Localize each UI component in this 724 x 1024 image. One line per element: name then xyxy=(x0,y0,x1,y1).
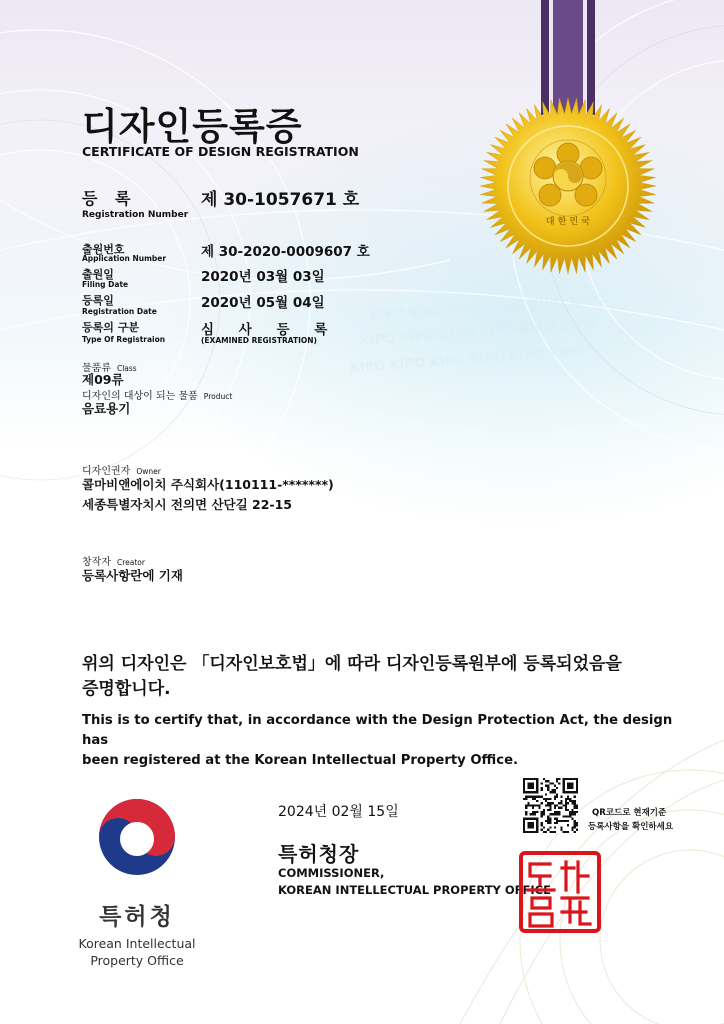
kipo-name-en xyxy=(66,935,208,969)
gold-medal-emblem xyxy=(478,96,658,276)
certificate-subtitle: CERTIFICATE OF DESIGN REGISTRATION xyxy=(82,144,359,159)
owner-address: 세종특별자치시 전의면 산단길 22-15 xyxy=(82,497,293,512)
creator-value: 등록사항란에 기재 xyxy=(82,568,183,583)
registration-label-en: Registration Number xyxy=(82,210,189,220)
registration-date: 2020년 05월 04일 xyxy=(201,295,325,311)
class-value: 제09류 xyxy=(82,372,124,387)
statement-en-line-2: been registered at the Korean Intellectual Property Office. xyxy=(82,753,519,768)
issue-date: 2024년 02월 15일 xyxy=(278,804,399,820)
qr-code[interactable] xyxy=(523,778,578,833)
svg-text:KIPO KIPO KIPO KIPO KIPO KIPO: KIPO KIPO KIPO KIPO KIPO KIPO xyxy=(349,344,586,376)
qr-note-1: QR코드로 현재기준 xyxy=(592,808,667,818)
seal-text xyxy=(558,928,563,931)
registration-number: 제 30-1057671 호 xyxy=(201,190,360,210)
kipo-name-en-line-2: Property Office xyxy=(90,953,184,968)
owner-label: 디자인권자 xyxy=(82,466,131,477)
registration-type-en: (EXAMINED REGISTRATION) xyxy=(201,336,317,345)
creator-label: 창작자 xyxy=(82,557,111,568)
medal-text: 대 한 민 국 xyxy=(545,217,591,227)
application-number-label-en: Application Number xyxy=(82,254,167,263)
commissioner-title-en-1: COMMISSIONER, xyxy=(278,866,385,880)
commissioner-title-en-2: KOREAN INTELLECTUAL PROPERTY OFFICE xyxy=(278,883,551,897)
qr-note-2: 등록사항을 확인하세요 xyxy=(588,822,674,832)
owner-name: 콜마비앤에이치 주식회사(110111-*******) xyxy=(82,477,334,492)
class-label: 물품류 xyxy=(82,363,111,374)
registration-date-label: 등록일 xyxy=(82,294,114,307)
certificate-title: 디자인등록증 xyxy=(82,105,303,148)
kipo-name-ko: 특허청 xyxy=(99,904,175,930)
filing-date-label: 출원일 xyxy=(82,268,114,281)
product-label: 디자인의 대상이 되는 물품 xyxy=(82,391,198,402)
owner-label-en: Owner xyxy=(136,467,161,476)
filing-date-label-en: Filing Date xyxy=(82,280,129,289)
registration-label: 등 록 xyxy=(82,189,137,208)
registration-type-label: 등록의 구분 xyxy=(82,321,139,334)
kipo-name-en-line-1: Korean Intellectual xyxy=(78,936,196,951)
certification-statement-en xyxy=(82,711,682,771)
creator-label-en: Creator xyxy=(116,558,145,567)
certification-statement-ko xyxy=(82,652,682,702)
application-number: 제 30-2020-0009607 호 xyxy=(201,244,370,260)
filing-date: 2020년 03월 03일 xyxy=(201,269,325,285)
svg-text:KIPO KIPO KIPO KIPO KIPO KIPO: KIPO KIPO KIPO KIPO KIPO KIPO xyxy=(369,292,606,324)
statement-en-line-1: This is to certify that, in accordance with the Design Protection Act, the design has xyxy=(82,713,673,748)
statement-ko-line-1: 위의 디자인은 「디자인보호법」에 따라 디자인등록원부에 등록되었음을 xyxy=(82,654,622,674)
official-seal-stamp xyxy=(518,850,602,934)
registration-type-label-en: Type Of Registraion xyxy=(82,335,166,344)
kipo-taegeuk-logo xyxy=(97,797,177,877)
product-label-en: Product xyxy=(203,392,233,401)
commissioner-title-ko: 특허청장 xyxy=(278,842,360,866)
application-number-label: 출원번호 xyxy=(82,243,125,256)
class-label-en: Class xyxy=(116,364,137,373)
registration-date-label-en: Registration Date xyxy=(82,307,157,316)
svg-text:KIPO KIPO KIPO KIPO KIPO KIPO: KIPO KIPO KIPO KIPO KIPO KIPO xyxy=(359,317,596,349)
registration-type: 심 사 등 록 xyxy=(201,322,338,338)
statement-ko-line-2: 증명합니다. xyxy=(82,679,171,699)
product-value: 음료용기 xyxy=(82,401,131,416)
